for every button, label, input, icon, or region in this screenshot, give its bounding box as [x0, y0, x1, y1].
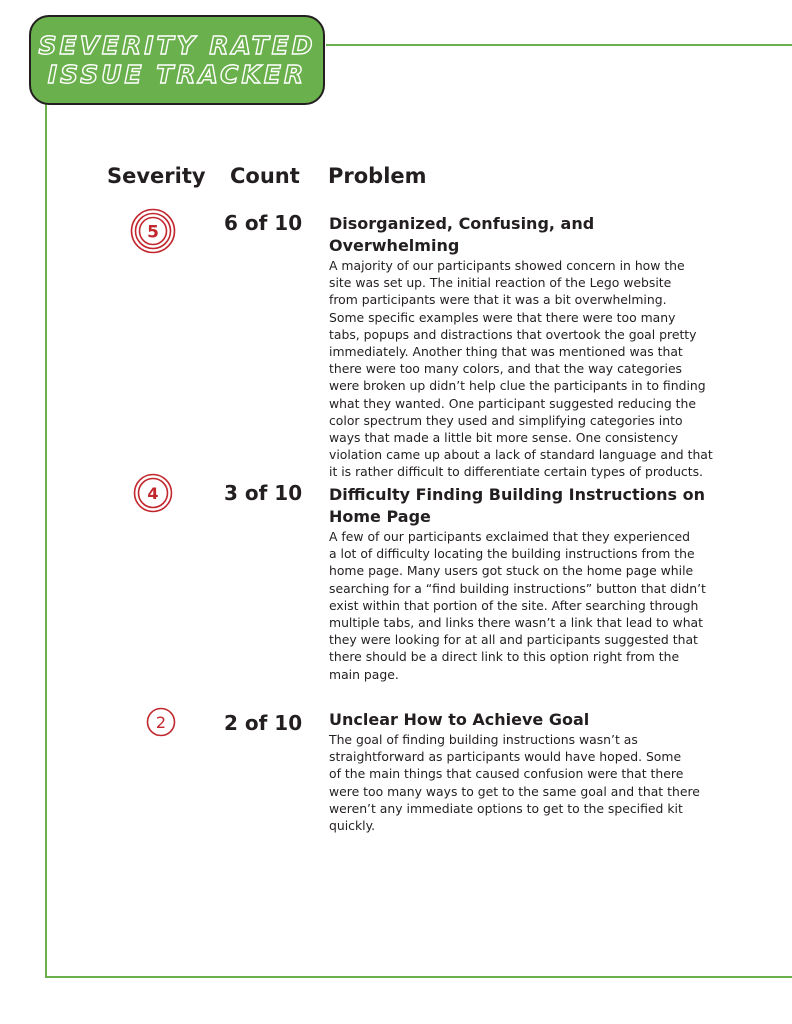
- issue-description: A few of our participants exclaimed that they experienced a lot of difficulty locating the building instructions from the home page. Many users got stuck on the home page while searching for a “find building instructions” button that didn’t exist within that portion of the site. After searching through multiple tabs, and links there wasn’t a link that lead to what they were looking for at all and participants suggested that there should be a direct link to this option right from the main page.: [329, 529, 706, 682]
- severity-value: 4: [147, 484, 159, 503]
- severity-badge: [130, 208, 176, 254]
- column-header-problem: Problem: [328, 164, 427, 188]
- title-banner: [29, 15, 325, 105]
- severity-value: 2: [155, 713, 167, 732]
- page-title-line-2: ISSUE TRACKER: [47, 60, 307, 89]
- issue-item: [329, 709, 729, 834]
- severity-value: 5: [147, 222, 159, 243]
- frame-top-line: [326, 44, 792, 46]
- issue-description: A majority of our participants showed concern in how the site was set up. The initial reaction of the Lego website from participants were that it was a bit overwhelming. Some specific examples were that there were too many tabs, popups and distractions that overtook the goal pretty immediately. Another thing that was mentioned was that there were too many colors, and that the way categories were broken up didn’t help clue the participants in to finding what they wanted. One participant suggested reducing the color spectrum they used and simplifying categories into ways that made a little bit more sense. One consistency violation came up about a lack of standard language and that it is rather difficult to differentiate certain types of products.: [329, 258, 713, 480]
- issue-item: [329, 213, 729, 481]
- frame-left-line: [45, 104, 47, 978]
- page-title-line-1: SEVERITY RATED: [38, 31, 316, 60]
- frame-bottom-line: [45, 976, 792, 978]
- column-header-count: Count: [230, 164, 300, 188]
- issue-count: 3 of 10: [224, 481, 303, 505]
- severity-badge: [146, 707, 176, 737]
- severity-badge: [133, 473, 173, 513]
- issue-title: Unclear How to Achieve Goal: [329, 710, 590, 729]
- issue-description: The goal of finding building instructions wasn’t as straightforward as participants would have hoped. Some of the main things that caused confusion were that there were too many ways to get to the same goal and that there weren’t any immediate options to get to the specified kit quickly.: [329, 732, 700, 834]
- column-header-severity: Severity: [107, 164, 206, 188]
- issue-count: 2 of 10: [224, 711, 303, 735]
- issue-title: Disorganized, Confusing, and Overwhelming: [329, 214, 595, 255]
- issue-item: [329, 484, 729, 683]
- issue-title: Difficulty Finding Building Instructions on Home Page: [329, 485, 705, 526]
- issue-count: 6 of 10: [224, 211, 303, 235]
